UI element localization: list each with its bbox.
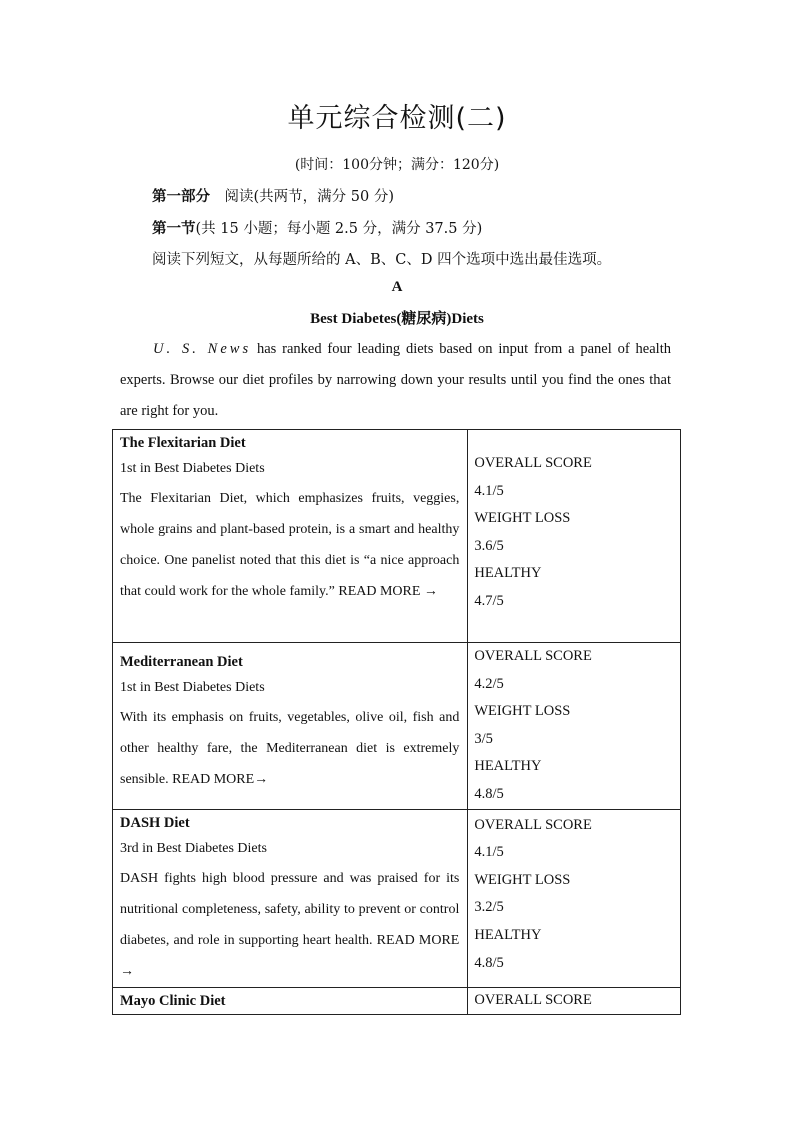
- healthy-label: HEALTHY: [474, 926, 542, 943]
- diet-score-cell: [468, 987, 681, 1014]
- weight-loss-label: WEIGHT LOSS: [474, 510, 571, 527]
- section-label: 第一节: [152, 220, 196, 237]
- weight-loss-value: 3/5: [474, 730, 493, 747]
- healthy-value: 4.8/5: [474, 954, 504, 971]
- healthy-value: 4.7/5: [474, 592, 504, 609]
- table-row: [113, 809, 681, 987]
- diet-rank: 1st in Best Diabetes Diets: [120, 680, 265, 695]
- weight-loss-label: WEIGHT LOSS: [474, 871, 571, 888]
- overall-score-value: 4.1/5: [474, 482, 504, 499]
- diet-score-cell: [468, 430, 681, 643]
- passage-intro: [120, 334, 671, 427]
- table-row: [113, 430, 681, 643]
- weight-loss-value: 3.6/5: [474, 537, 504, 554]
- weight-loss-value: 3.2/5: [474, 899, 504, 916]
- exam-time-and-score: (时间：100分钟；满分：120分): [294, 157, 500, 173]
- diet-name: Mediterranean Diet: [120, 654, 243, 670]
- diet-description: The Flexitarian Diet, which emphasizes fruits, veggies, whole grains and plant-based protein, is a smart and healthy choice. One panelist noted that this diet is “a nice approach that could work for the whole family.” READ MORE →: [120, 491, 460, 599]
- diet-rank: 1st in Best Diabetes Diets: [120, 461, 265, 476]
- weight-loss-label: WEIGHT LOSS: [474, 703, 571, 720]
- instruction: 阅读下列短文，从每题所给的 A、B、C、D 四个选项中选出最佳选项。: [152, 252, 612, 268]
- diet-name: DASH Diet: [120, 814, 190, 831]
- table-row: [113, 987, 681, 1014]
- healthy-value: 4.8/5: [474, 785, 504, 802]
- healthy-label: HEALTHY: [474, 758, 542, 775]
- diet-rank: 3rd in Best Diabetes Diets: [120, 840, 267, 856]
- diet-score-cell: [468, 809, 681, 987]
- diet-name: The Flexitarian Diet: [120, 435, 246, 451]
- part-label: 第一部分: [152, 188, 210, 205]
- overall-score-label: OVERALL SCORE: [474, 991, 592, 1008]
- overall-score-label: OVERALL SCORE: [474, 455, 592, 471]
- passage-title: Best Diabetes(糖尿病)Diets: [310, 311, 484, 327]
- diet-description: With its emphasis on fruits, vegetables, olive oil, fish and other healthy fare, the Mediterranean diet is extremely sensible. READ MORE→: [120, 710, 460, 787]
- healthy-label: HEALTHY: [474, 565, 542, 582]
- table-row: [113, 643, 681, 810]
- overall-score-value: 4.2/5: [474, 675, 504, 692]
- passage-letter: A: [391, 279, 403, 295]
- diet-info-cell: [113, 643, 468, 810]
- diet-score-cell: [468, 643, 681, 810]
- part-text: 阅读(共两节，满分 50 分): [210, 189, 394, 205]
- diet-info-cell: [113, 987, 468, 1014]
- page-title: 单元综合检测(二): [287, 103, 507, 134]
- section-heading: [152, 217, 482, 238]
- diet-name: Mayo Clinic Diet: [120, 992, 226, 1009]
- overall-score-value: 4.1/5: [474, 844, 504, 861]
- diet-info-cell: [113, 430, 468, 643]
- overall-score-label: OVERALL SCORE: [474, 816, 592, 833]
- intro-text: has ranked four leading diets based on input from a panel of health experts. Browse our diet profiles by narrowing down your results until you find the ones that are right for you.: [120, 341, 671, 419]
- intro-source: U. S. News: [153, 341, 252, 357]
- part-heading: [152, 185, 394, 206]
- diet-info-cell: [113, 809, 468, 987]
- overall-score-label: OVERALL SCORE: [474, 648, 592, 664]
- diet-description: DASH fights high blood pressure and was praised for its nutritional completeness, safety, ability to prevent or control diabetes, and role in supporting heart health. READ MORE →: [120, 870, 460, 979]
- diet-table: [112, 429, 681, 1015]
- section-text: (共 15 小题；每小题 2.5 分，满分 37.5 分): [195, 221, 483, 237]
